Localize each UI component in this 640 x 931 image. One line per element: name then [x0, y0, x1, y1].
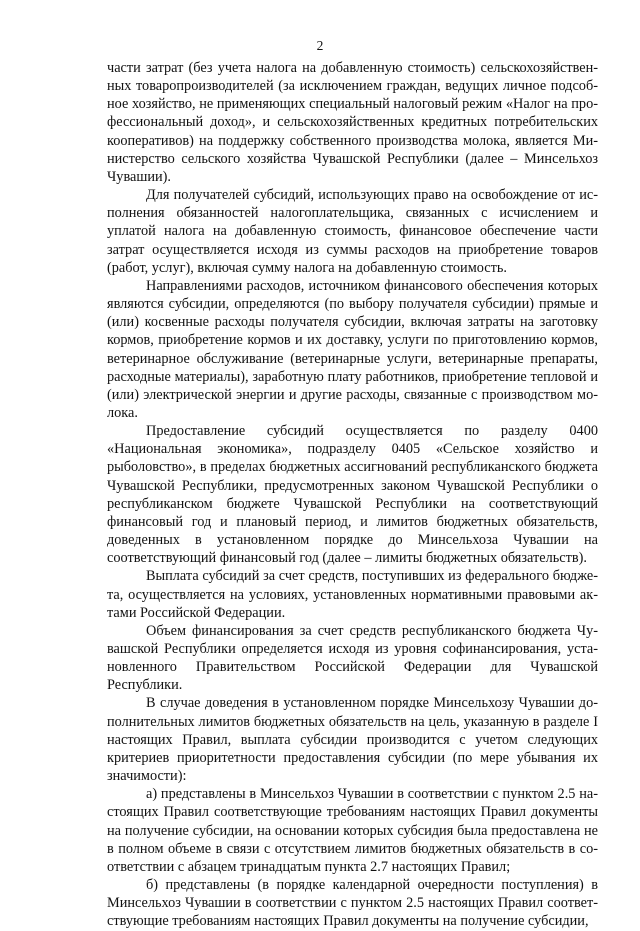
paragraph-criterion-b: б) представлены (в порядке календарной очередности поступления) в Минсельхоз Чувашии в соответствии с пунктом 2.5 настоящих Правил соответствующие требованиям настоящих Правил документы на получение субсидии,: [107, 877, 598, 930]
paragraph-cofinancing: Объем финансирования за счет средств республиканского бюджета Чувашской Республики определяется исходя из уровня софинансирования, установленного Правительством Российской Федерации для Чувашской Республики.: [107, 622, 598, 694]
paragraph-criterion-a: а) представлены в Минсельхоз Чувашии в соответствии с пунктом 2.5 настоящих Правил соответствующие требованиям настоящих Правил документы на получение субсидии, на основании которых субсидия была предоставлена не в полном объеме в связи с отсутствием лимитов бюджетных обязательств в соответствии с абзацем тринадцатым пункта 2.7 настоящих Правил;: [107, 786, 598, 875]
paragraph-expense-directions: Направлениями расходов, источником финансового обеспечения которых являются субсидии, определяются (по выбору получателя субсидии) прямые и (или) косвенные расходы получателя субсидии, включая затраты на заготовку кормов, приобретение кормов и их доставку, услуги по приготовлению кормов, ветеринарное обслуживание (ветеринарные услуги, ветеринарные препараты, расходные материалы), заработную плату работников, приобретение тепловой и (или) электрической энергии и другие расходы, связанные с производством молока.: [107, 277, 598, 421]
paragraph-budget-section: Предоставление субсидий осуществляется по разделу 0400 «Национальная экономика», подразделу 0405 «Сельское хозяйство и рыболовство», в пределах бюджетных ассигнований республиканского бюджета Чувашской Республики, предусмотренных законом Чувашской Республики о республиканском бюджете Чувашской Республики на соответствующий финансовый год и плановый период, и лимитов бюджетных обязательств, доведенных в установленном порядке до Минсельхоза Чувашии на соответствующий финансовый год (далее – лимиты бюджетных обязательств).: [107, 423, 598, 567]
document-body: [107, 59, 598, 931]
paragraph-priority-criteria: В случае доведения в установленном порядке Минсельхозу Чувашии дополнительных лимитов бюджетных обязательств на цель, указанную в разделе I настоящих Правил, выплата субсидии производится с учетом следующих критериев приоритетности предоставления субсидии (по мере убывания их значимости):: [107, 695, 598, 785]
paragraph-vat-exemption: Для получателей субсидий, использующих право на освобождение от исполнения обязанностей налогоплательщика, связанных с исчислением и уплатой налога на добавленную стоимость, финансовое обеспечение части затрат осуществляется исходя из суммы расходов на приобретение товаров (работ, услуг), включая сумму налога на добавленную стоимость.: [107, 187, 598, 276]
paragraph-continuation: части затрат (без учета налога на добавленную стоимость) сельскохозяйственных товаропроизводителей (за исключением граждан, ведущих личное подсобное хозяйство, не применяющих специальный налоговый режим «Налог на профессиональный доход», и сельскохозяйственных кредитных потребительских кооперативов) на поддержку собственного производства молока, является Министерство сельского хозяйства Чувашской Республики (далее – Минсельхоз Чувашии).: [107, 60, 598, 185]
page-number: 2: [316, 38, 324, 53]
paragraph-federal-funds: Выплата субсидий за счет средств, поступивших из федерального бюджета, осуществляется на условиях, установленных нормативными правовыми актами Российской Федерации.: [107, 568, 598, 621]
